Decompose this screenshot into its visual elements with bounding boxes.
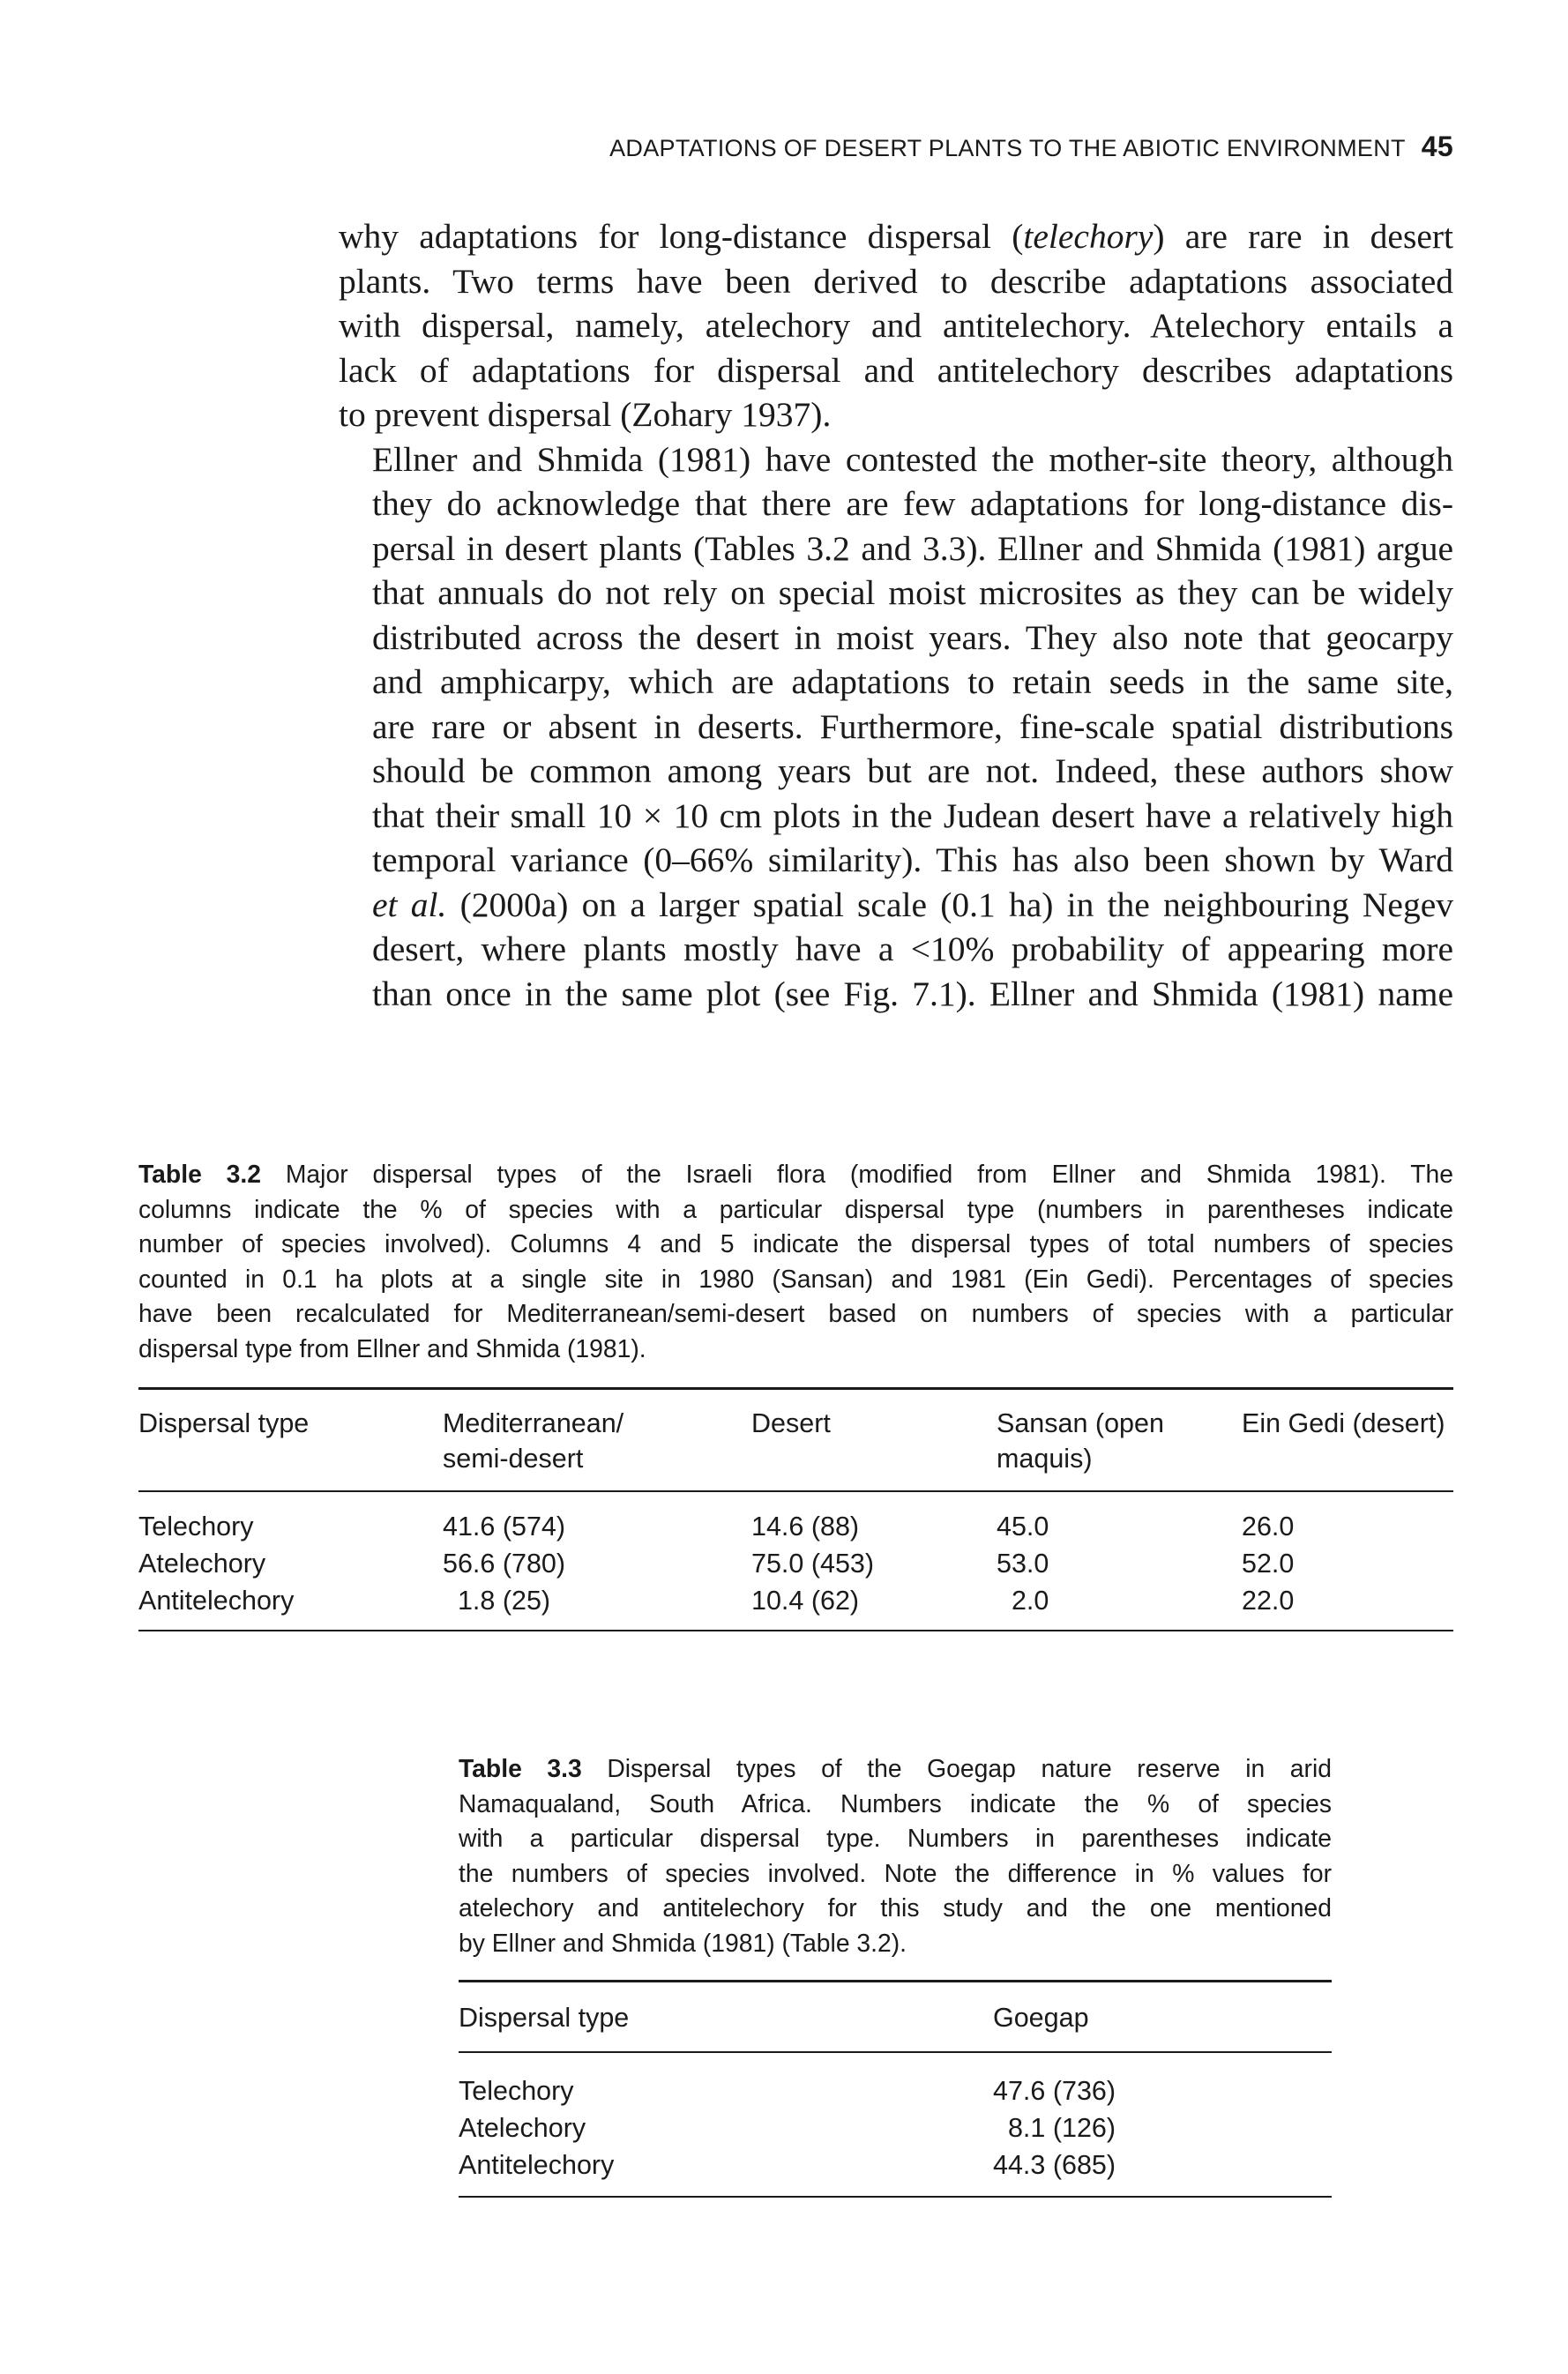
- table-cell: 52.0: [1242, 1549, 1295, 1579]
- text-line: persal in desert plants (Tables 3.2 and 3.3). Ellner and Shmida (1981) argue: [372, 528, 1453, 568]
- text-line: should be common among years but are not. Indeed, these authors show: [372, 751, 1453, 790]
- table-header-row: [138, 1390, 1453, 1490]
- running-title: ADAPTATIONS OF DESERT PLANTS TO THE ABIOTIC ENVIRONMENT: [609, 135, 1406, 161]
- table-row: [459, 2109, 1332, 2146]
- table-3-2: [138, 1157, 1453, 1631]
- table-cell: 41.6 (574): [443, 1512, 566, 1542]
- text-line: than once in the same plot (see Fig. 7.1). Ellner and Shmida (1981) name: [372, 974, 1453, 1013]
- table-cell: 26.0: [1242, 1512, 1295, 1542]
- table-3-3-grid: [459, 1982, 1332, 2196]
- table-cell: 45.0: [997, 1512, 1049, 1542]
- column-header: Ein Gedi (desert): [1242, 1408, 1445, 1438]
- table-cell: Atelechory: [138, 1549, 266, 1579]
- caption-line: the numbers of species involved. Note the difference in % values for: [459, 1858, 1332, 1887]
- table-cell: 44.3 (685): [993, 2150, 1116, 2180]
- text-line: desert, where plants mostly have a <10% probability of appearing more: [372, 929, 1453, 968]
- table-3-3: [459, 1751, 1332, 2198]
- caption-line: number of species involved). Columns 4 and 5 indicate the dispersal types of total numbers of species: [138, 1229, 1453, 1258]
- column-header: Goegap: [993, 2003, 1089, 2033]
- page-number: 45: [1421, 131, 1453, 162]
- table-label: Table 3.3: [459, 1754, 582, 1782]
- table-header-row: [459, 1982, 1332, 2051]
- caption-line: Table 3.3 Dispersal types of the Goegap nature reserve in arid: [459, 1754, 1332, 1782]
- caption-line: Namaqualand, South Africa. Numbers indicate the % of species: [459, 1788, 1332, 1818]
- body-text: [339, 214, 1453, 1016]
- table-cell: 56.6 (780): [443, 1549, 566, 1579]
- caption-line: counted in 0.1 ha plots at a single site in 1980 (Sansan) and 1981 (Ein Gedi). Percentages of species: [138, 1264, 1453, 1293]
- table-cell: 14.6 (88): [751, 1512, 860, 1542]
- table-bottom-rule: [138, 1630, 1453, 1631]
- table-row: [138, 1492, 1453, 1545]
- table-cell: Antitelechory: [459, 2150, 615, 2180]
- caption-line: by Ellner and Shmida (1981) (Table 3.2).: [459, 1928, 907, 1957]
- text-line: that their small 10 × 10 cm plots in the Judean desert have a relatively high: [372, 795, 1453, 835]
- paragraph-2: [339, 437, 1453, 1017]
- table-cell: 1.8 (25): [443, 1586, 551, 1616]
- table-3-2-caption: [138, 1157, 1453, 1366]
- paragraph-1: [339, 214, 1453, 437]
- table-cell: 22.0: [1242, 1586, 1295, 1616]
- caption-line: Table 3.2 Major dispersal types of the Israeli flora (modified from Ellner and Shmida 1981). The: [138, 1160, 1453, 1188]
- table-cell: 75.0 (453): [751, 1549, 875, 1579]
- text-line: et al. (2000a) on a larger spatial scale (0.1 ha) in the neighbouring Negev: [372, 885, 1454, 924]
- running-head: [339, 131, 1453, 163]
- caption-line: columns indicate the % of species with a particular dispersal type (numbers in parentheses indicate: [138, 1194, 1453, 1223]
- text-line: distributed across the desert in moist years. They also note that geocarpy: [372, 617, 1453, 657]
- table-bottom-rule: [459, 2196, 1332, 2198]
- table-cell: 47.6 (736): [993, 2076, 1116, 2106]
- caption-line: have been recalculated for Mediterranean/semi-desert based on numbers of species with a particular: [138, 1299, 1453, 1327]
- text-line: lack of adaptations for dispersal and antitelechory describes adaptations: [339, 350, 1453, 390]
- text-line: are rare or absent in deserts. Furthermore, fine-scale spatial distributions: [372, 706, 1453, 746]
- column-header: Sansan (open maquis): [997, 1408, 1164, 1474]
- table-cell: 8.1 (126): [993, 2113, 1116, 2143]
- table-cell: 2.0: [997, 1586, 1049, 1616]
- caption-line: with a particular dispersal type. Numbers in parentheses indicate: [459, 1824, 1332, 1852]
- text-line: plants. Two terms have been derived to describe adaptations associated: [339, 261, 1453, 301]
- table-cell: Antitelechory: [138, 1586, 295, 1616]
- text-line: and amphicarpy, which are adaptations to retain seeds in the same site,: [372, 662, 1453, 701]
- table-cell: 10.4 (62): [751, 1586, 860, 1616]
- text-line: temporal variance (0–66% similarity). This has also been shown by Ward: [372, 840, 1453, 879]
- text-line: Ellner and Shmida (1981) have contested the mother-site theory, although: [372, 439, 1453, 479]
- table-row: [138, 1582, 1453, 1630]
- table-3-3-caption: [459, 1751, 1332, 1960]
- column-header: Dispersal type: [459, 2003, 630, 2033]
- column-header: Desert: [751, 1408, 831, 1438]
- text-line: they do acknowledge that there are few adaptations for long-distance dis-: [372, 484, 1453, 523]
- table-row: [459, 2053, 1332, 2109]
- text-line: why adaptations for long-distance dispersal (telechory) are rare in desert: [339, 217, 1453, 256]
- table-label: Table 3.2: [138, 1160, 261, 1188]
- caption-line: atelechory and antitelechory for this study and the one mentioned: [459, 1893, 1332, 1922]
- table-cell: Atelechory: [459, 2113, 586, 2143]
- text-line: with dispersal, namely, atelechory and antitelechory. Atelechory entails a: [339, 306, 1453, 345]
- text-line: to prevent dispersal (Zohary 1937).: [339, 395, 832, 434]
- table-3-2-grid: [138, 1390, 1453, 1630]
- table-cell: 53.0: [997, 1549, 1049, 1579]
- column-header: Dispersal type: [138, 1408, 310, 1438]
- column-header: Mediterranean/ semi-desert: [443, 1408, 624, 1474]
- caption-line: dispersal type from Ellner and Shmida (1981).: [138, 1333, 646, 1362]
- table-cell: Telechory: [459, 2076, 574, 2106]
- table-cell: Telechory: [138, 1512, 254, 1542]
- text-line: that annuals do not rely on special moist microsites as they can be widely: [372, 573, 1453, 612]
- table-row: [459, 2146, 1332, 2196]
- table-row: [138, 1545, 1453, 1582]
